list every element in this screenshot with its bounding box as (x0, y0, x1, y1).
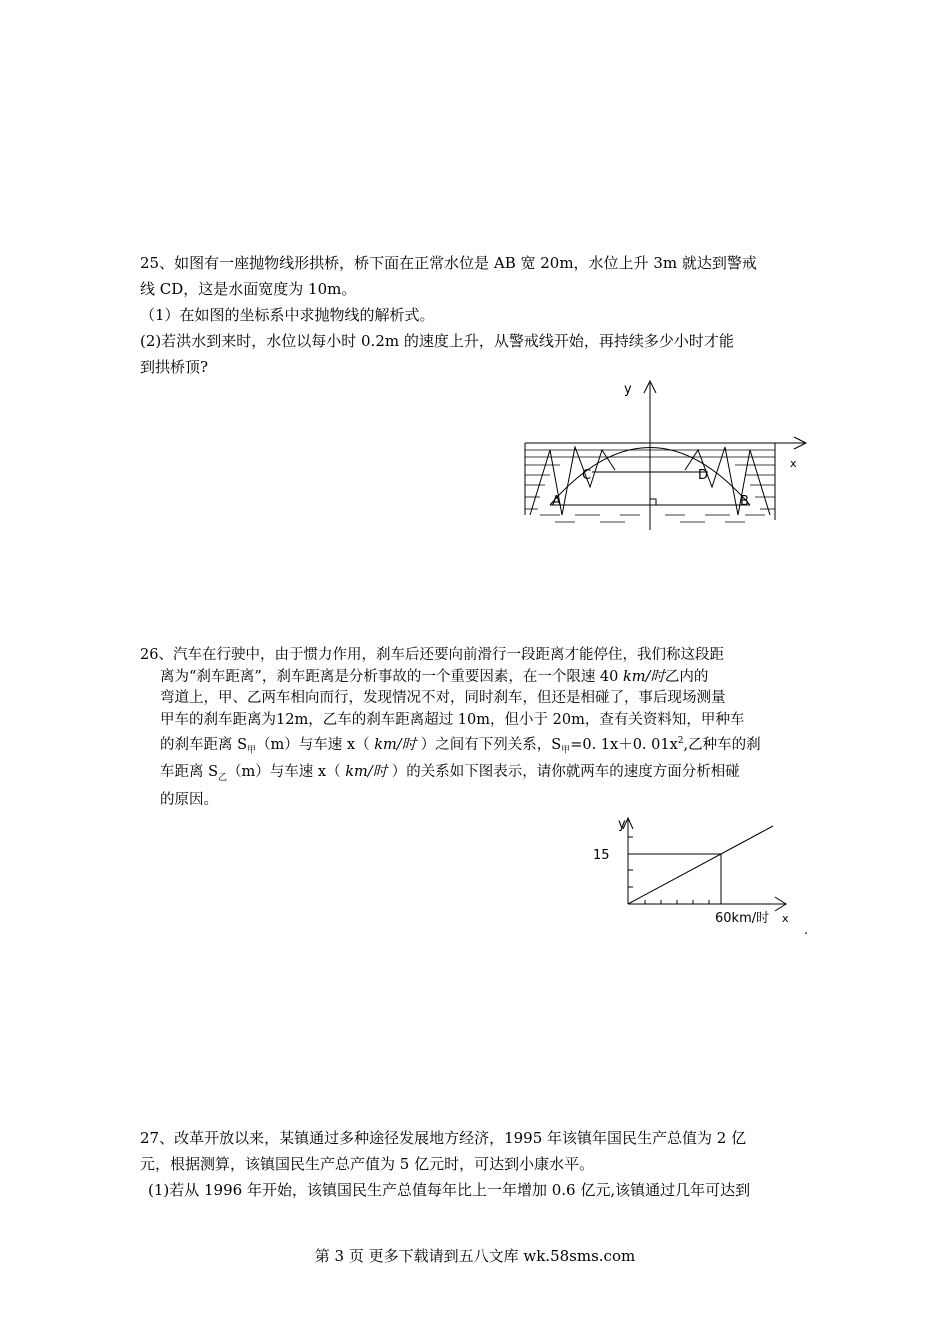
question-26 (140, 645, 820, 811)
question-27 (140, 1125, 820, 1203)
q25-line-1: 25、如图有一座抛物线形拱桥，桥下面在正常水位是 AB 宽 20m，水位上升 3m 就达到警戒 (140, 254, 757, 272)
point-b-label: B (740, 494, 749, 509)
q27-line-1: 27、改革开放以来，某镇通过多种途径发展地方经济，1995 年该镇年国民生产总值为 2 亿 (140, 1129, 747, 1147)
graph-y-label: y (618, 817, 626, 832)
right-angle-marker (650, 499, 656, 505)
q26-line-3: 弯道上，甲、乙两车相向而行，发现情况不对，同时刹车，但还是相碰了，事后现场测量 (160, 690, 726, 706)
q26-line-7: 的原因。 (160, 791, 218, 808)
question-25 (140, 250, 820, 380)
graph-dot: . (804, 923, 809, 938)
point-d-label: D (698, 468, 709, 483)
page-footer: 第 3 页 更多下载请到五八文库 wk.58sms.com (314, 1247, 636, 1265)
bridge-figure (520, 375, 810, 535)
water-ripples (540, 515, 765, 522)
point-c-label: C (582, 468, 592, 483)
q26-line-1: 26、汽车在行驶中，由于惯力作用，刹车后还要向前滑行一段距离才能停住，我们称这段距 (140, 647, 724, 663)
q26-line-2: 离为“刹车距离”，刹车距离是分析事故的一个重要因素，在一个限速 40 km/时乙内的 (160, 668, 709, 685)
q25-line-2: 线 CD，这是水面宽度为 10m。 (140, 280, 357, 298)
q26-line-5: 的刹车距离 $S_甲(m)$与车速 x（ km/时 ）之间有下列关系，$S_甲=0$. 1x＋0. $01x^2$,乙种车的刹 (160, 736, 761, 756)
fig25-x-label: x (790, 457, 797, 470)
q26-line-6: 车距离 $S_乙(m)$与车速 x（ km/时 ）的关系如下图表示，请你就两车的速度方面分析相碰 (160, 764, 740, 784)
q27-part-1: (1)若从 1996 年开始，该镇国民生产总值每年比上一年增加 0.6 亿元,该镇通过几年可达到 (148, 1181, 751, 1199)
q25-part-2: (2)若洪水到来时，水位以每小时 0.2m 的速度上升，从警戒线开始，再持续多少小时才能 (140, 332, 734, 350)
q25-part-1: （1）在如图的坐标系中求抛物线的解析式。 (140, 306, 435, 324)
point-a-label: A (552, 494, 561, 509)
graph-x-value: 60km/时 (715, 911, 770, 926)
braking-line (628, 826, 773, 904)
graph-x-label: x (782, 912, 789, 925)
graph-y-value: 15 (593, 848, 610, 863)
q26-line-4: 甲车的刹车距离为12m，乙车的刹车距离超过 10m，但小于 20m，查有关资料知，甲种车 (160, 711, 745, 728)
q27-line-2: 元，根据测算，该镇国民生产总产值为 5 亿元时，可达到小康水平。 (140, 1155, 595, 1173)
speed-unit: km/时 (623, 668, 665, 685)
braking-graph (585, 812, 815, 942)
fig25-y-label: y (624, 382, 632, 397)
q25-part-2-cont: 到拱桥顶? (140, 358, 209, 376)
